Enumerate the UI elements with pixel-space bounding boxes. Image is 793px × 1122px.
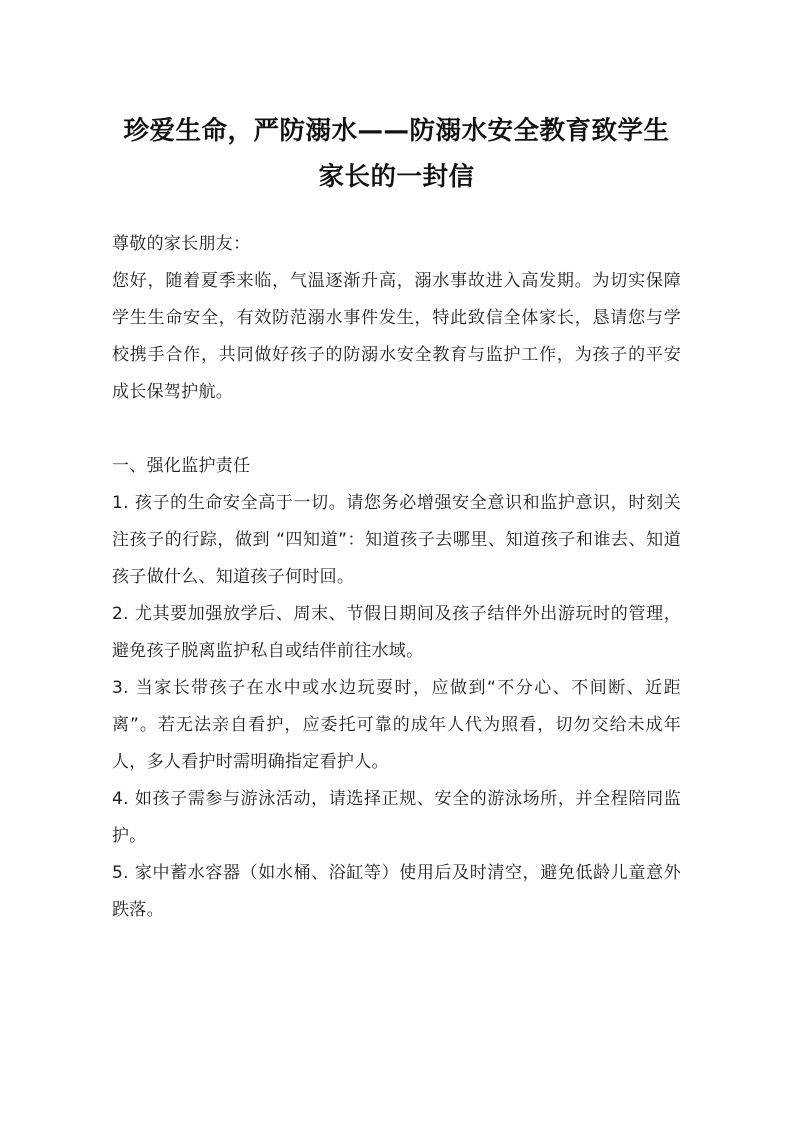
list-item: 1. 孩子的生命安全高于一切。请您务必增强安全意识和监护意识，时刻关注孩子的行踪，做到 “四知道”：知道孩子去哪里、知道孩子和谁去、知道孩子做什么、知道孩子何时回。 [112, 493, 681, 587]
document-body [112, 226, 681, 929]
list-item: 2. 尤其要加强放学后、周末、节假日期间及孩子结伴外出游玩时的管理，避免孩子脱离监护私自或结伴前往水域。 [112, 604, 681, 661]
intro-paragraph: 您好，随着夏季来临，气温逐渐升高，溺水事故进入高发期。为切实保障学生生命安全，有效防范溺水事件发生，特此致信全体家长，恳请您与学校携手合作，共同做好孩子的防溺水安全教育与监护工作，为孩子的平安成长保驾护航。 [112, 271, 681, 402]
list-item: 5. 家中蓄水容器（如水桶、浴缸等）使用后及时清空，避免低龄儿童意外跌落。 [112, 863, 681, 920]
list-item: 3. 当家长带孩子在水中或水边玩耍时，应做到“不分心、不间断、近距离”。若无法亲自看护，应委托可靠的成年人代为照看，切勿交给未成年人，多人看护时需明确指定看护人。 [112, 678, 681, 772]
paragraph-spacer [112, 411, 681, 448]
salutation: 尊敬的家长朋友： [112, 234, 251, 254]
list-item: 4. 如孩子需参与游泳活动，请选择正规、安全的游泳场所，并全程陪同监护。 [112, 789, 681, 846]
section-1-list [112, 485, 681, 929]
section-heading-1: 一、强化监护责任 [112, 456, 251, 476]
page-title: 珍爱生命，严防溺水——防溺水安全教育致学生家长的一封信 [123, 116, 670, 192]
